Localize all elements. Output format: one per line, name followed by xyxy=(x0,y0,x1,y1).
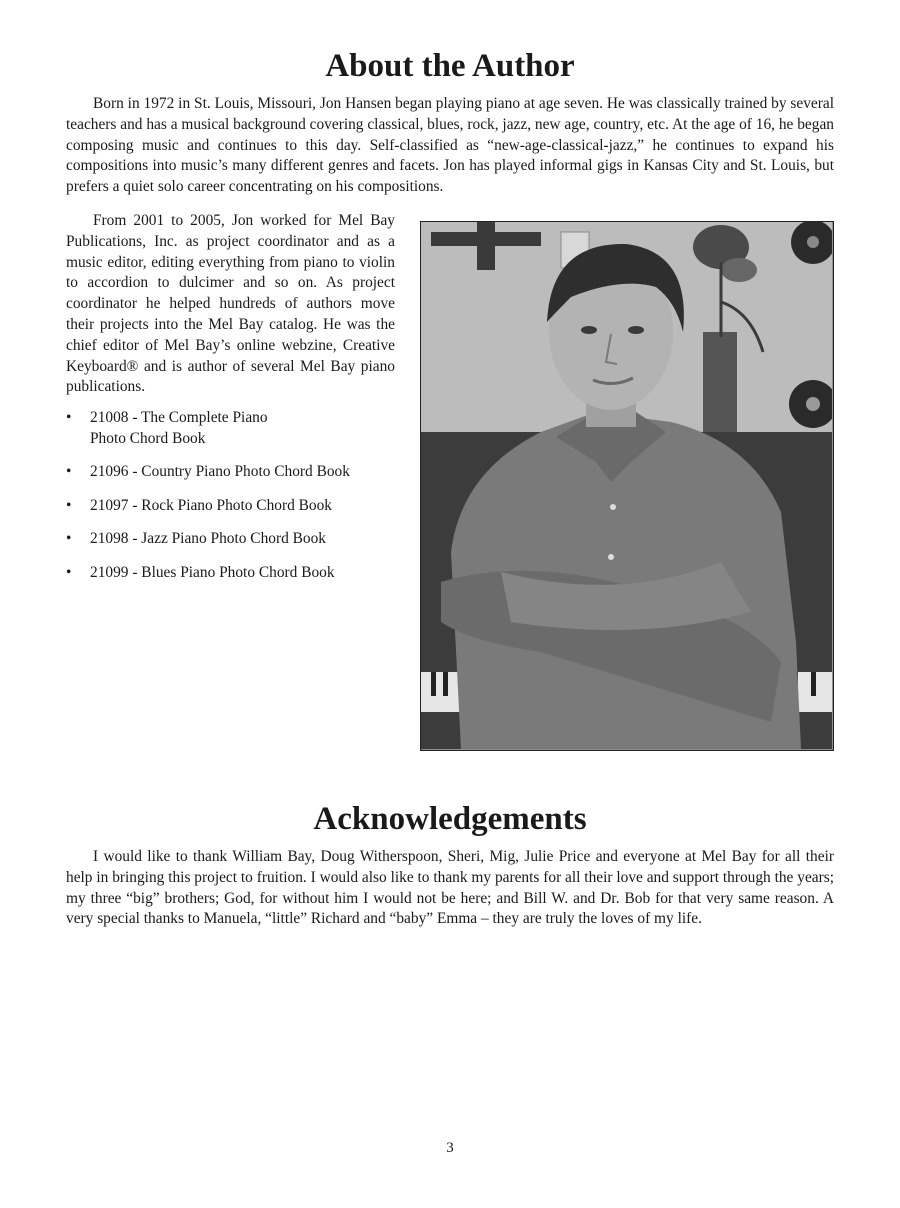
publication-title: 21008 - The Complete Piano xyxy=(90,409,268,426)
bullet-marker: • xyxy=(66,463,72,480)
publication-title-continued: Photo Chord Book xyxy=(90,429,206,447)
author-intro-paragraph: Born in 1972 in St. Louis, Missouri, Jon Hansen began playing piano at age seven. He was classically trained by several teachers and has a musical background covering classical, blues, rock, jazz, new age, country, etc. At the age of 16, he began composing music and continues to this day. Self-classified as “new-age-classical-jazz,” he continues to expand his compositions into music’s many different genres and facets. Jon has played informal gigs in Kansas City and St. Louis, but prefers a quiet solo career concentrating on his compositions. xyxy=(66,95,834,196)
publication-title: 21096 - Country Piano Photo Chord Book xyxy=(90,463,350,480)
about-author-heading: About the Author xyxy=(325,48,575,84)
publication-item xyxy=(66,462,406,483)
acknowledgements-heading: Acknowledgements xyxy=(313,801,587,837)
author-photo xyxy=(420,221,834,751)
acknowledgements-paragraph: I would like to thank William Bay, Doug Witherspoon, Sheri, Mig, Julie Price and everyone at Mel Bay for all their help in bringing this project to fruition. I would also like to thank my parents for all their love and support through the years; my three “big” brothers; God, for without him I would not be here; and Bill W. and Dr. Bob for that very same reason. A very special thanks to Manuela, “little” Richard and “baby” Emma – they are truly the loves of my life. xyxy=(66,848,834,928)
bullet-marker: • xyxy=(66,530,72,547)
publication-item xyxy=(66,496,406,517)
publication-title: 21099 - Blues Piano Photo Chord Book xyxy=(90,563,335,581)
publication-item xyxy=(66,408,406,449)
bullet-marker: • xyxy=(66,409,72,426)
publication-title: 21098 - Jazz Piano Photo Chord Book xyxy=(90,530,326,547)
author-portrait-illustration xyxy=(421,222,832,749)
page-number: 3 xyxy=(446,1140,454,1156)
publication-list xyxy=(66,408,406,596)
bullet-marker: • xyxy=(66,563,72,581)
publication-title: 21097 - Rock Piano Photo Chord Book xyxy=(90,496,332,514)
publication-item xyxy=(66,563,406,584)
author-bio-paragraph: From 2001 to 2005, Jon worked for Mel Bay Publications, Inc. as project coordinator and as a music editor, editing everything from piano to violin to accordion to dulcimer and so on. As project coordinator he helped hundreds of authors move their projects into the Mel Bay catalog. He was the chief editor of Mel Bay’s online webzine, Creative Keyboard® and is author of several Mel Bay piano publications. xyxy=(66,212,395,396)
bullet-marker: • xyxy=(66,496,72,514)
publication-item xyxy=(66,529,406,550)
